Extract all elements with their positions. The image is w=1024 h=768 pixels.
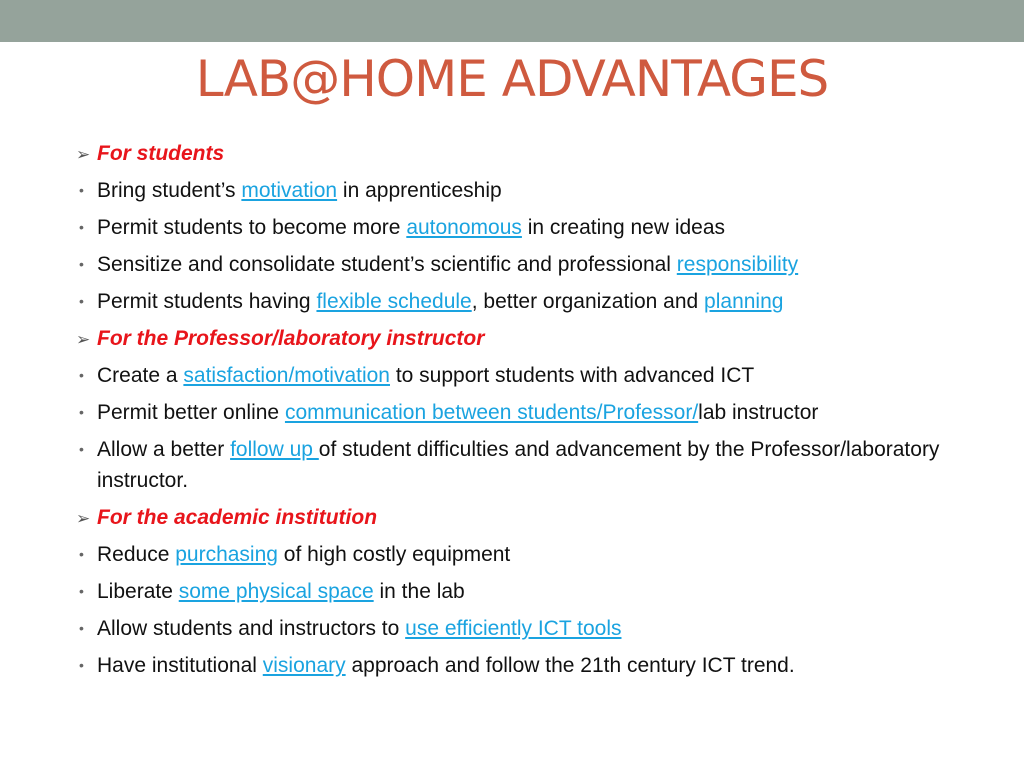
list-item	[76, 212, 976, 243]
hyperlink[interactable]: visionary	[262, 654, 346, 677]
item-text: Sensitize and consolidate student’s scientific and professional	[97, 253, 677, 276]
arrow-bullet-icon: ➢	[76, 330, 91, 349]
dot-bullet-icon: •	[79, 293, 84, 309]
list-item	[76, 249, 976, 280]
hyperlink[interactable]: some physical space	[178, 580, 374, 603]
bullet-list	[76, 138, 976, 687]
hyperlink[interactable]: communication between students/Professor/	[284, 401, 699, 424]
dot-bullet-icon: •	[79, 219, 84, 235]
item-text: Permit students to become more	[97, 216, 407, 239]
dot-bullet-icon: •	[79, 583, 84, 599]
dot-bullet-icon: •	[79, 546, 84, 562]
item-text: in apprenticeship	[337, 179, 502, 202]
slide-title: LAB@HOME ADVANTAGES	[195, 50, 829, 108]
item-text: to support students with advanced ICT	[390, 364, 755, 387]
item-text: Allow a better	[97, 438, 231, 461]
item-text: Have institutional	[97, 654, 263, 677]
hyperlink[interactable]: follow up	[230, 438, 319, 461]
item-text: Bring student’s	[97, 179, 242, 202]
dot-bullet-icon: •	[79, 182, 84, 198]
list-item	[76, 397, 976, 428]
item-text: Create a	[97, 364, 184, 387]
hyperlink[interactable]: flexible schedule	[316, 290, 472, 313]
item-text: Permit better online	[97, 401, 285, 424]
hyperlink[interactable]: planning	[704, 290, 784, 313]
section-heading	[76, 502, 976, 533]
arrow-bullet-icon: ➢	[76, 145, 91, 164]
hyperlink[interactable]: autonomous	[406, 216, 522, 239]
hyperlink[interactable]: responsibility	[676, 253, 799, 276]
section-heading-text: For students	[97, 142, 225, 165]
hyperlink[interactable]: purchasing	[175, 543, 278, 566]
dot-bullet-icon: •	[79, 256, 84, 272]
dot-bullet-icon: •	[79, 657, 84, 673]
item-text: of high costly equipment	[277, 543, 511, 566]
item-text: Permit students having	[97, 290, 317, 313]
dot-bullet-icon: •	[79, 620, 84, 636]
item-text: Reduce	[97, 543, 176, 566]
hyperlink[interactable]: use efficiently ICT tools	[405, 617, 622, 640]
list-item	[76, 613, 976, 644]
dot-bullet-icon: •	[79, 441, 84, 457]
item-text: , better organization and	[471, 290, 705, 313]
item-text: Allow students and instructors to	[97, 617, 406, 640]
item-text: of student difficulties and advancement by the Professor/laboratory instructor.	[97, 438, 940, 492]
item-text: approach and follow the 21th century ICT trend.	[345, 654, 795, 677]
list-item	[76, 360, 976, 391]
hyperlink[interactable]: motivation	[241, 179, 338, 202]
list-item	[76, 434, 976, 496]
top-color-band	[0, 0, 1024, 42]
dot-bullet-icon: •	[79, 367, 84, 383]
item-text: lab instructor	[698, 401, 819, 424]
section-heading-text: For the Professor/laboratory instructor	[97, 327, 485, 350]
section-heading	[76, 323, 976, 354]
section-heading-text: For the academic institution	[97, 506, 378, 529]
list-item	[76, 286, 976, 317]
item-text: in creating new ideas	[521, 216, 726, 239]
hyperlink[interactable]: satisfaction/motivation	[183, 364, 390, 387]
section-heading	[76, 138, 976, 169]
list-item	[76, 576, 976, 607]
dot-bullet-icon: •	[79, 404, 84, 420]
item-text: in the lab	[373, 580, 465, 603]
arrow-bullet-icon: ➢	[76, 509, 91, 528]
list-item	[76, 650, 976, 681]
list-item	[76, 175, 976, 206]
item-text: Liberate	[97, 580, 179, 603]
list-item	[76, 539, 976, 570]
